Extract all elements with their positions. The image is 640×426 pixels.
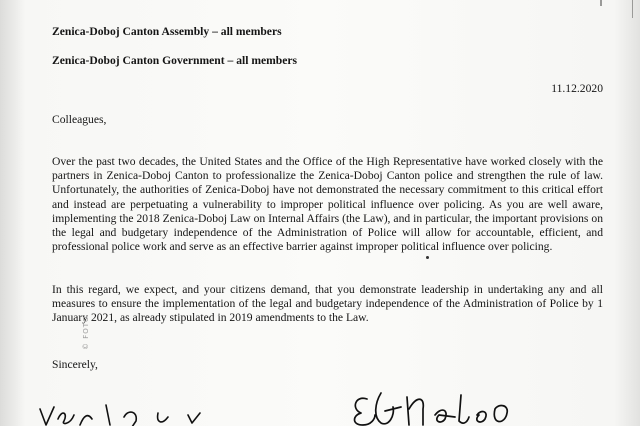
signature-left <box>28 395 248 426</box>
body-paragraph-2: In this regard, we expect, and your citizens demand, that you demonstrate leadership in undertaking any and all measures to ensure the implementation of the legal and budgetary independence of the Administration of Police by 1 January 2021, as already stipulated in 2019 amendments to the Law. <box>52 283 603 325</box>
salutation: Colleagues, <box>52 113 107 126</box>
scan-edge-mark <box>632 0 633 18</box>
recipient-government: Zenica-Doboj Canton Government – all members <box>52 54 298 67</box>
closing: Sincerely, <box>52 358 98 371</box>
recipient-assembly: Zenica-Doboj Canton Assembly – all members <box>52 25 282 38</box>
photo-watermark: © FOTO <box>82 315 90 350</box>
scan-edge-mark <box>600 0 602 6</box>
letter-date: 11.12.2020 <box>551 82 603 95</box>
body-paragraph-1: Over the past two decades, the United States and the Office of the High Representative have worked closely with the partners in Zenica-Doboj Canton to professionalize the Zenica-Doboj Canton police and strengthen the rule of law. Unfortunately, the authorities of Zenica-Doboj have not demonstrated the necessary commitment to this critical effort and instead are perpetuating a vulnerability to improper political influence over policing. As you are well aware, implementing the 2018 Zenica-Doboj Law on Internal Affairs (the Law), and in particular, the important provisions on the legal and budgetary independence of the Administration of Police will allow for accountable, efficient, and professional police work and serve as an effective barrier against improper political influence over policing. <box>52 155 603 254</box>
signature-right <box>345 385 545 426</box>
scan-speck <box>426 256 429 259</box>
